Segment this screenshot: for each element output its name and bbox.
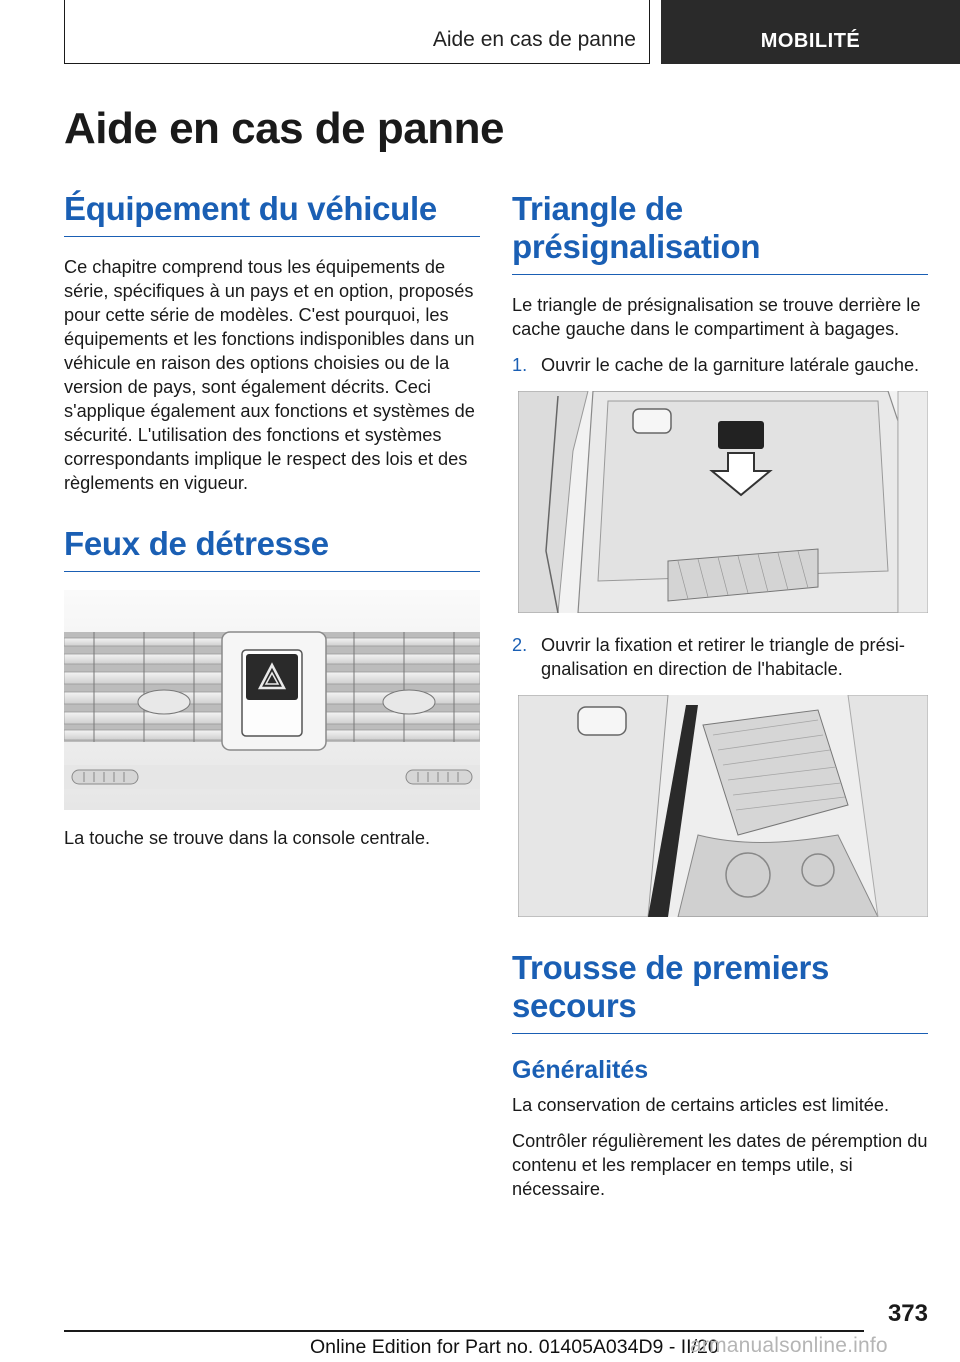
triangle-removal-illustration bbox=[518, 695, 928, 917]
section-title-hazard-lights: Feux de détresse bbox=[64, 525, 480, 572]
left-column bbox=[64, 190, 480, 862]
equipment-paragraph: Ce chapitre comprend tous les équipements de série, spécifiques à un pays et en option, proposés pour cette série de modèles. C'est pourquoi, les équipements et les fonctions indisponibles dans un véhicule en raison des options choisies ou de la version de pays, sont également décrits. Ceci s'applique également aux fonctions et systèmes de sécurité. L'utilisation des fonctions et systèmes correspondants implique le respect des lois et des règlements en vigueur. bbox=[64, 257, 475, 493]
header-tab-label: MOBILITÉ bbox=[760, 30, 861, 52]
warning-triangle-paragraph: Le triangle de présignalisation se trouve derrière le cache gauche dans le compartiment à bagages. bbox=[512, 295, 921, 339]
page-number: 373 bbox=[887, 1300, 928, 1327]
first-aid-paragraph-2: Contrôler régulièrement les dates de péremption du contenu et les remplacer en temps utile, si nécessaire. bbox=[512, 1131, 928, 1199]
hazard-button-illustration bbox=[64, 590, 480, 810]
step-text: Ouvrir le cache de la garniture latérale gauche. bbox=[541, 355, 920, 375]
header-section-title: Aide en cas de panne bbox=[432, 28, 636, 51]
section-title-first-aid-kit: Trousse de premiers secours bbox=[512, 949, 928, 1034]
hazard-location-text: La touche se trouve dans la console centrale. bbox=[64, 828, 431, 848]
steps-list-2 bbox=[512, 633, 928, 681]
footer-edition: Online Edition for Part no. 01405A034D9 - II/20 bbox=[310, 1336, 719, 1358]
step-item bbox=[512, 353, 928, 377]
page-title: Aide en cas de panne bbox=[64, 104, 504, 153]
step-item bbox=[512, 633, 928, 681]
section-title-equipment: Équipement du véhicule bbox=[64, 190, 480, 237]
step-text: Ouvrir la fixation et retirer le triangle de présignalisation en direction de l'habitacle. bbox=[541, 635, 905, 679]
watermark-text: armanualsonline.info bbox=[690, 1334, 888, 1357]
footer-divider bbox=[64, 1330, 864, 1332]
right-column bbox=[512, 190, 928, 1213]
section-title-warning-triangle: Triangle de présignalisation bbox=[512, 190, 928, 275]
header-tab-mobility bbox=[661, 0, 960, 64]
subsection-title-general: Généralités bbox=[512, 1056, 649, 1084]
side-trim-cover-illustration bbox=[518, 391, 928, 613]
step-number: 2. bbox=[512, 635, 528, 655]
steps-list-1 bbox=[512, 353, 928, 377]
first-aid-paragraph-1: La conservation de certains articles est limitée. bbox=[512, 1095, 890, 1115]
step-number: 1. bbox=[512, 355, 528, 375]
